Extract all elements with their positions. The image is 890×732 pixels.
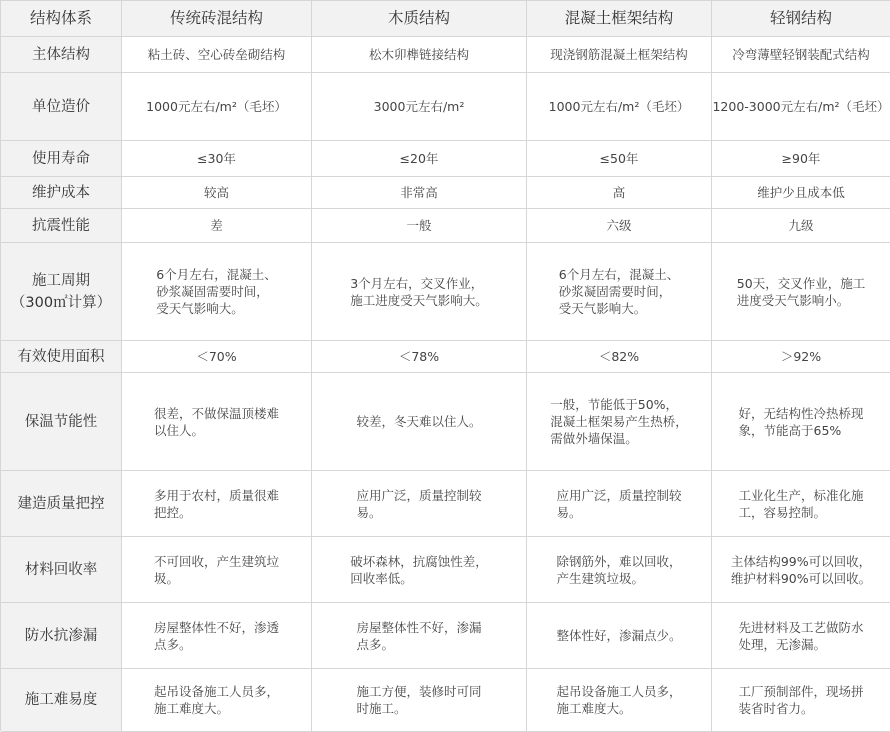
header-cell-brick-concrete [122, 1, 312, 37]
header-label: 传统砖混结构 [169, 9, 263, 27]
table-cell [312, 373, 527, 471]
header-cell-concrete-frame [527, 1, 712, 37]
cell-text: 房屋整体性不好，渗透 点多。 [153, 619, 279, 652]
table-cell [122, 373, 312, 471]
row-label: 主体结构 [1, 37, 122, 73]
cell-text: 九级 [788, 218, 814, 233]
table-cell [312, 209, 527, 243]
table-cell [712, 209, 890, 243]
table-cell [122, 141, 312, 177]
table-cell [527, 209, 712, 243]
cell-text: 6个月左右，混凝土、 砂浆凝固需要时间， 受天气影响大。 [156, 267, 277, 316]
table-cell [527, 669, 712, 732]
table-cell [122, 37, 312, 73]
table-cell [712, 341, 890, 373]
cell-text: 主体结构99%可以回收， 维护材料90%可以回收。 [730, 553, 872, 586]
row-label: 材料回收率 [1, 537, 122, 603]
table-cell [122, 471, 312, 537]
table-cell [312, 141, 527, 177]
table-cell [712, 243, 890, 341]
cell-text: 除钢筋外，难以回收， 产生建筑垃圾。 [556, 553, 682, 586]
cell-text: 一般 [406, 218, 432, 233]
header-cell-wood [312, 1, 527, 37]
row-label: 施工难易度 [1, 669, 122, 732]
header-label: 木质结构 [387, 9, 450, 27]
cell-text: ≤50年 [599, 151, 639, 166]
cell-text: ＜82% [598, 349, 640, 364]
row-label: 维护成本 [1, 177, 122, 209]
header-label: 混凝土框架结构 [564, 9, 674, 27]
table-cell [527, 243, 712, 341]
table-cell [312, 669, 527, 732]
cell-text: 先进材料及工艺做防水 处理，无渗漏。 [738, 619, 864, 652]
table-cell [527, 37, 712, 73]
row-label: 抗震性能 [1, 209, 122, 243]
table-cell [122, 603, 312, 669]
cell-text: 好，无结构性冷热桥现 象，节能高于65% [738, 405, 864, 438]
cell-text: 很差，不做保温顶楼难 以住人。 [153, 405, 279, 438]
cell-text: 施工方便，装修时可同 时施工。 [356, 684, 482, 716]
cell-text: 应用广泛，质量控制较 易。 [356, 487, 482, 520]
cell-text: 不可回收，产生建筑垃 圾。 [153, 553, 279, 586]
table-cell [312, 603, 527, 669]
cell-text: 50天，交叉作业，施工 进度受天气影响小。 [736, 275, 866, 308]
cell-text: 1000元左右/m²（毛坯） [548, 99, 690, 114]
cell-text: 1000元左右/m²（毛坯） [146, 99, 287, 114]
table-cell [527, 537, 712, 603]
row-label: 防水抗渗漏 [1, 603, 122, 669]
cell-text: 高 [612, 185, 626, 200]
cell-text: 应用广泛，质量控制较 易。 [556, 487, 682, 520]
table-cell [712, 141, 890, 177]
cell-text: 较高 [203, 185, 229, 200]
cell-text: ＞92% [780, 349, 822, 364]
table-cell [122, 341, 312, 373]
cell-text: 房屋整体性不好，渗漏 点多。 [356, 619, 482, 652]
row-label: 施工周期 （300㎡计算） [1, 243, 122, 341]
table-cell [712, 669, 890, 732]
table-cell [712, 471, 890, 537]
row-label: 使用寿命 [1, 141, 122, 177]
table-cell [312, 243, 527, 341]
table-cell [527, 141, 712, 177]
header-cell-light-steel [712, 1, 890, 37]
table-cell [527, 603, 712, 669]
table-cell [122, 537, 312, 603]
row-label: 单位造价 [1, 73, 122, 141]
row-label: 建造质量把控 [1, 471, 122, 537]
table-cell [712, 603, 890, 669]
table-cell [312, 471, 527, 537]
cell-text: 破坏森林，抗腐蚀性差， 回收率低。 [350, 553, 488, 586]
cell-text: ＜70% [196, 349, 237, 364]
table-cell [712, 373, 890, 471]
table-cell [527, 177, 712, 209]
table-cell [122, 177, 312, 209]
cell-text: 起吊设备施工人员多， 施工难度大。 [556, 684, 682, 716]
table-cell [527, 73, 712, 141]
cell-text: 一般，节能低于50%， 混凝土框架易产生热桥， 需做外墙保温。 [550, 397, 688, 446]
table-cell [712, 537, 890, 603]
cell-text: ≥90年 [781, 151, 821, 166]
table-cell [312, 37, 527, 73]
header-label: 轻钢结构 [769, 9, 832, 27]
cell-text: 差 [210, 218, 223, 233]
table-cell [712, 73, 890, 141]
table-cell [312, 177, 527, 209]
cell-text: 1200-3000元左右/m²（毛坯） [712, 99, 890, 114]
header-cell-structure-system [1, 1, 122, 37]
cell-text: 松木卯榫链接结构 [368, 47, 469, 62]
cell-text: 现浇钢筋混凝土框架结构 [550, 47, 688, 62]
table-cell [712, 177, 890, 209]
table-cell [312, 537, 527, 603]
table-cell [527, 373, 712, 471]
table-cell [122, 73, 312, 141]
row-label: 保温节能性 [1, 373, 122, 471]
table-cell [122, 209, 312, 243]
cell-text: 维护少且成本低 [757, 185, 845, 200]
cell-text: 非常高 [400, 185, 438, 200]
cell-text: 较差，冬天难以住人。 [356, 414, 482, 429]
cell-text: 3000元左右/m² [373, 99, 465, 114]
table-cell [527, 471, 712, 537]
cell-text: 6个月左右，混凝土、 砂浆凝固需要时间， 受天气影响大。 [558, 267, 680, 316]
table-cell [122, 669, 312, 732]
cell-text: 3个月左右，交叉作业， 施工进度受天气影响大。 [350, 275, 488, 308]
cell-text: 冷弯薄壁轻钢装配式结构 [732, 47, 870, 62]
header-label: 结构体系 [29, 9, 92, 27]
table-cell [312, 73, 527, 141]
table-cell [122, 243, 312, 341]
cell-text: ≤30年 [197, 151, 236, 166]
cell-text: ＜78% [398, 349, 440, 364]
table-cell [527, 341, 712, 373]
cell-text: 整体性好，渗漏点少。 [556, 628, 682, 643]
cell-text: 粘土砖、空心砖垒砌结构 [147, 47, 286, 62]
row-label: 有效使用面积 [1, 341, 122, 373]
cell-text: 工业化生产，标准化施 工，容易控制。 [738, 487, 864, 520]
cell-text: 六级 [606, 218, 632, 233]
cell-text: ≤20年 [399, 151, 439, 166]
table-cell [312, 341, 527, 373]
table-cell [712, 37, 890, 73]
cell-text: 起吊设备施工人员多， 施工难度大。 [153, 684, 279, 716]
cell-text: 多用于农村，质量很难 把控。 [153, 487, 279, 520]
cell-text: 工厂预制部件，现场拼 装省时省力。 [738, 684, 864, 716]
